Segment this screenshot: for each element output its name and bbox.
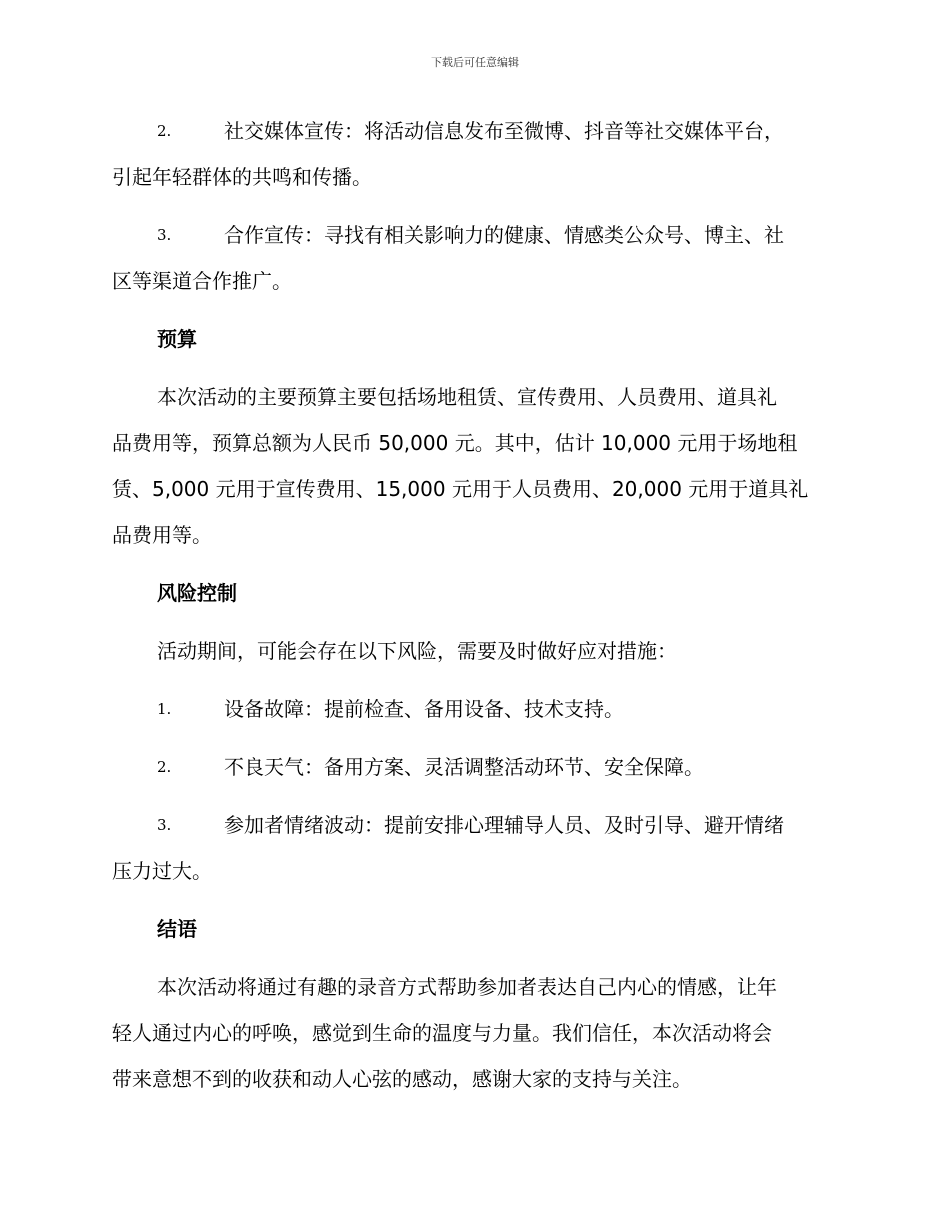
paragraph-line: 赁、5,000 元用于宣传费用、15,000 元用于人员费用、20,000 元用于道具礼 [112,477,809,501]
risk-intro [112,628,840,674]
paragraph-line: 品费用等。 [112,523,212,547]
list-text-line2: 压力过大。 [112,859,212,883]
promo-list-item-3 [112,212,840,304]
list-number: 3. [157,816,172,834]
list-text-line1: 不良天气：备用方案、灵活调整活动环节、安全保障。 [224,755,704,779]
conclusion-paragraph [112,964,840,1102]
list-text-line2: 区等渠道合作推广。 [112,269,292,293]
paragraph-line: 活动期间，可能会存在以下风险，需要及时做好应对措施： [157,639,677,663]
list-number: 2. [157,122,172,140]
list-text-line1: 参加者情绪波动：提前安排心理辅导人员、及时引导、避开情绪 [224,813,784,837]
list-text-line1: 合作宣传：寻找有相关影响力的健康、情感类公众号、博主、社 [224,223,784,247]
document-body [112,108,840,1114]
paragraph-line: 轻人通过内心的呼唤，感觉到生命的温度与力量。我们信任，本次活动将会 [112,1021,772,1045]
paragraph-line: 带来意想不到的收获和动人心弦的感动，感谢大家的支持与关注。 [112,1067,692,1091]
paragraph-line: 本次活动的主要预算主要包括场地租赁、宣传费用、人员费用、道具礼 [157,385,777,409]
conclusion-heading: 结语 [157,917,197,941]
risk-list-item-2 [112,744,840,790]
list-number: 2. [157,758,172,776]
list-text-line1: 设备故障：提前检查、备用设备、技术支持。 [224,697,624,721]
list-text-line2: 引起年轻群体的共鸣和传播。 [112,165,372,189]
risk-list-item-3 [112,802,840,894]
paragraph-line: 本次活动将通过有趣的录音方式帮助参加者表达自己内心的情感，让年 [157,975,777,999]
list-number: 3. [157,226,172,244]
risk-heading: 风险控制 [157,581,237,605]
header-note: 下载后可任意编辑 [431,56,519,69]
budget-paragraph [112,374,840,558]
paragraph-line: 品费用等，预算总额为人民币 50,000 元。其中，估计 10,000 元用于场地租 [112,431,798,455]
promo-list-item-2 [112,108,840,200]
budget-heading: 预算 [157,327,197,351]
risk-list-item-1 [112,686,840,732]
list-text-line1: 社交媒体宣传：将活动信息发布至微博、抖音等社交媒体平台， [224,119,784,143]
list-number: 1. [157,700,172,718]
